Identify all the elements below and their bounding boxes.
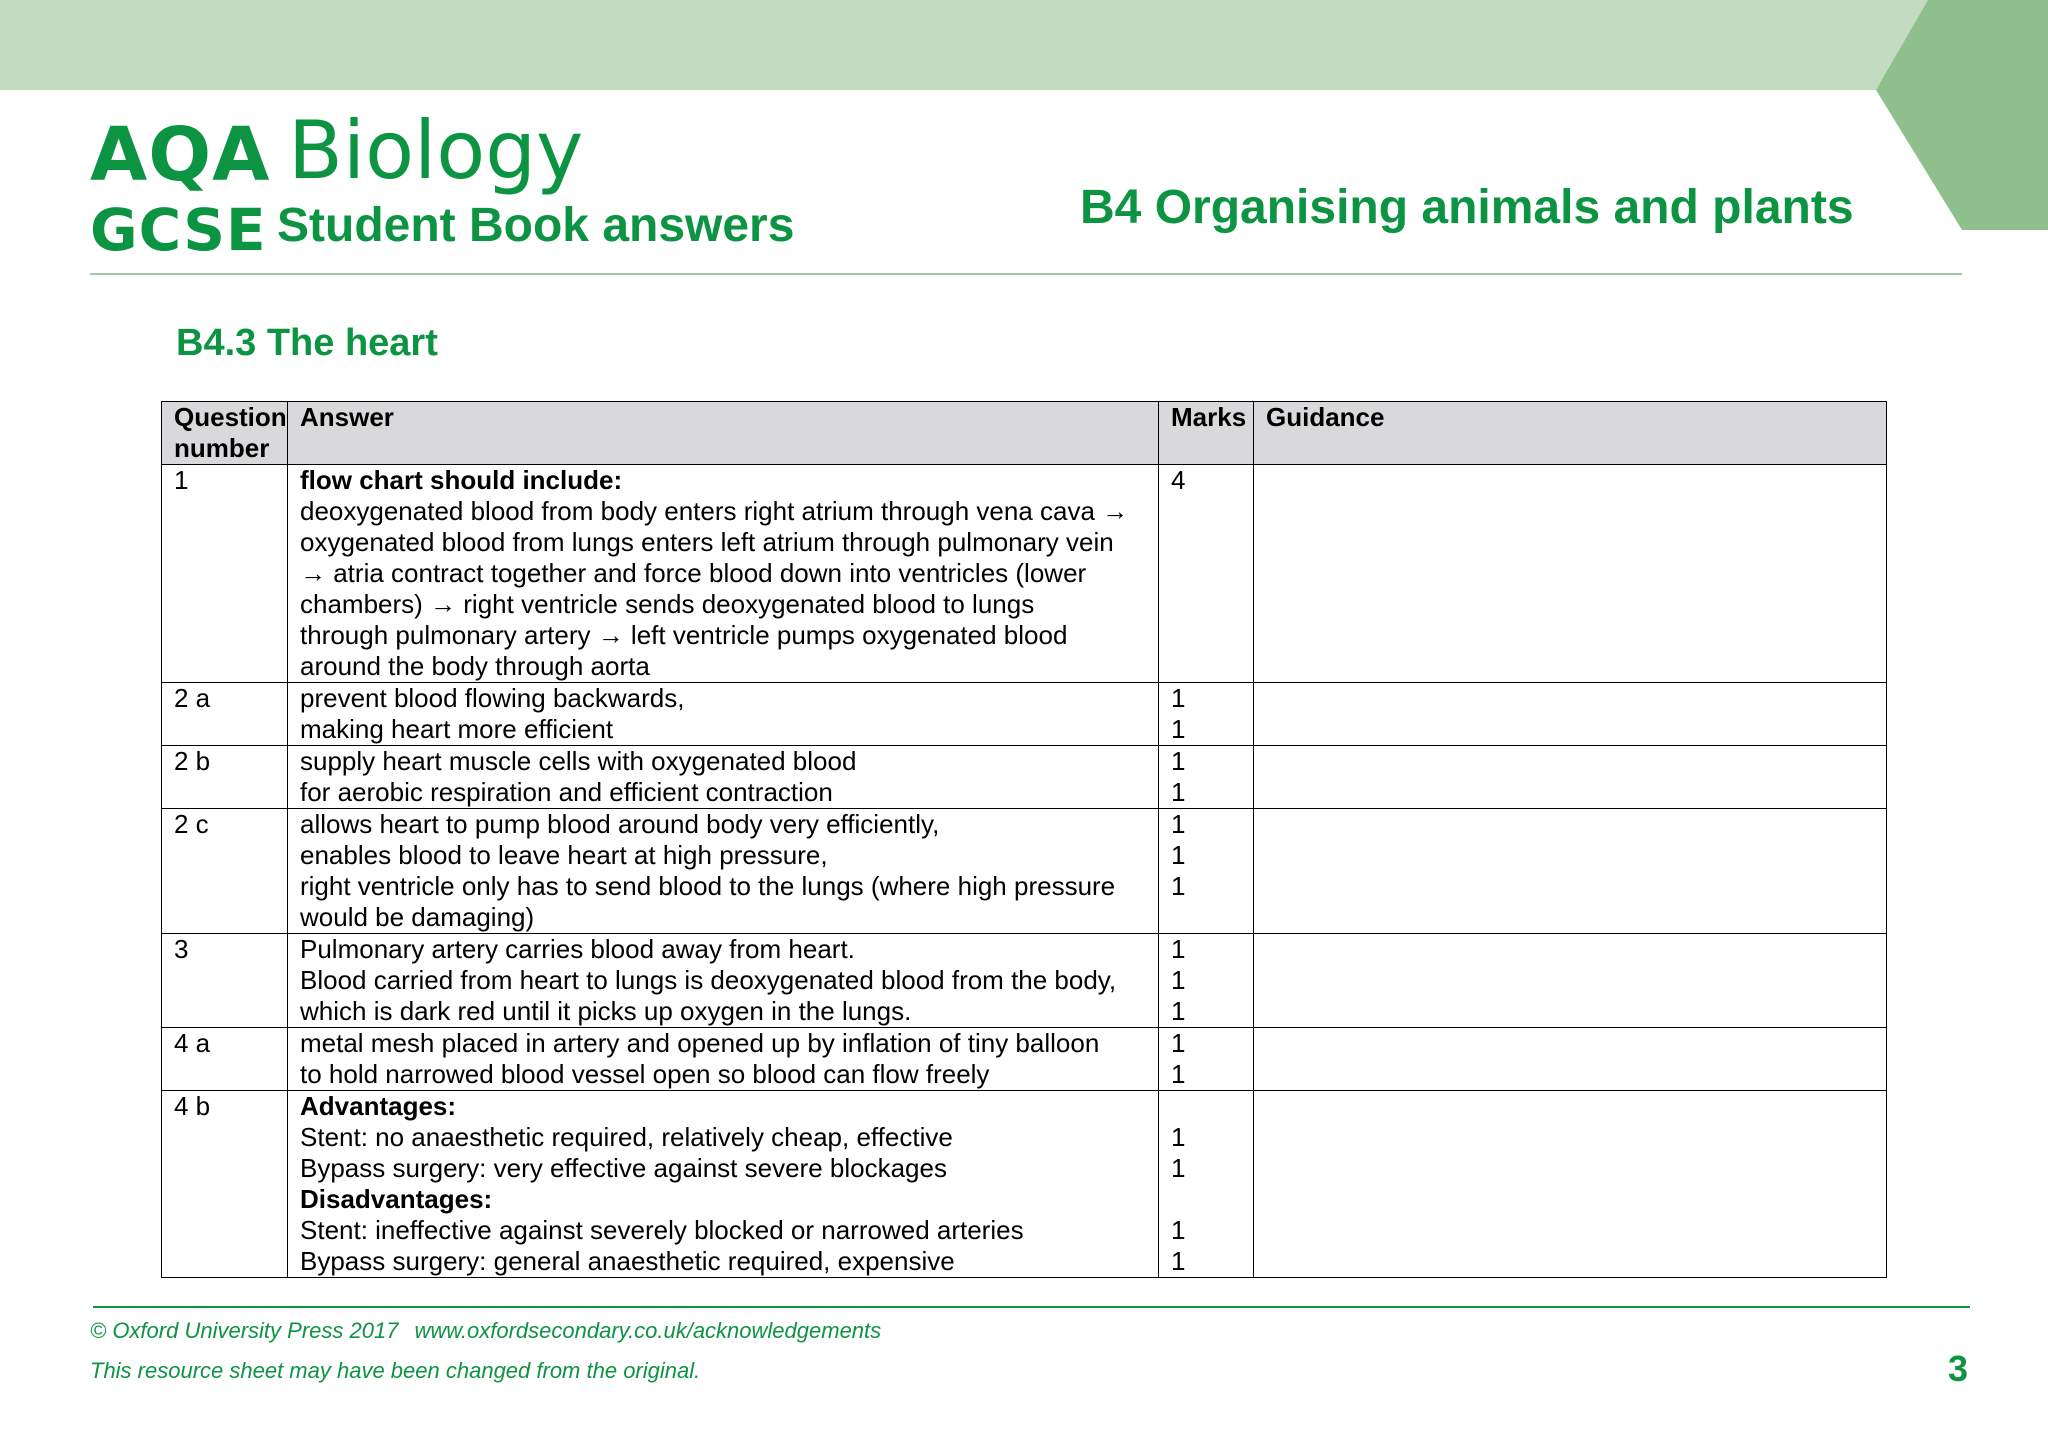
mark-value: 1 [1171, 871, 1186, 901]
question-number-cell: 4 b [162, 1091, 288, 1278]
mark-value [1171, 1184, 1241, 1215]
answer-line: would be damaging) [300, 902, 535, 932]
logo-gcse: GCSE [90, 196, 267, 264]
mark-value [1171, 1091, 1241, 1122]
header-guidance: Guidance [1254, 402, 1887, 465]
answer-line: oxygenated blood from lungs enters left atrium through pulmonary vein [300, 527, 1114, 557]
answer-line: Disadvantages: [300, 1184, 493, 1214]
mark-value: 1 [1171, 714, 1186, 744]
mark-value: 1 [1171, 840, 1186, 870]
guidance-cell [1254, 809, 1887, 934]
header-question-line: number [174, 433, 270, 463]
answer-line: Blood carried from heart to lungs is deoxygenated blood from the body, [300, 965, 1117, 995]
answer-line: supply heart muscle cells with oxygenated blood [300, 746, 857, 776]
answer-line: making heart more efficient [300, 714, 614, 744]
mark-value: 1 [1171, 683, 1186, 713]
table-body [162, 465, 1887, 1278]
answer-line: Pulmonary artery carries blood away from heart. [300, 934, 855, 964]
answer-line: chambers) → right ventricle sends deoxygenated blood to lungs [300, 589, 1035, 619]
mark-value: 1 [1171, 996, 1186, 1026]
mark-value: 1 [1171, 1059, 1186, 1089]
answer-line: Stent: no anaesthetic required, relatively cheap, effective [300, 1122, 953, 1152]
answers-table [161, 401, 1887, 1278]
answer-line: flow chart should include: [300, 465, 623, 495]
mark-value: 1 [1171, 1215, 1186, 1245]
header-answer: Answer [288, 402, 1159, 465]
mark-value: 1 [1171, 1122, 1186, 1152]
table-row [162, 1028, 1887, 1091]
logo-biology: Biology [288, 104, 584, 197]
answer-cell [288, 683, 1159, 746]
answer-line: metal mesh placed in artery and opened up by inflation of tiny balloon [300, 1028, 1100, 1058]
answer-line: to hold narrowed blood vessel open so blood can flow freely [300, 1059, 990, 1089]
answer-line: Stent: ineffective against severely blocked or narrowed arteries [300, 1215, 1024, 1245]
mark-value: 1 [1171, 746, 1186, 776]
answer-line: right ventricle only has to send blood to the lungs (where high pressure [300, 871, 1116, 901]
mark-value: 1 [1171, 777, 1186, 807]
marks-cell [1159, 683, 1254, 746]
acknowledgements-link[interactable]: www.oxfordsecondary.co.uk/acknowledgements [414, 1318, 882, 1343]
logo-aqa: AQA [90, 112, 271, 198]
answer-line: → atria contract together and force blood down into ventricles (lower [300, 558, 1087, 588]
chapter-title: B4 Organising animals and plants [1080, 181, 1854, 234]
marks-cell [1159, 934, 1254, 1028]
answer-cell [288, 809, 1159, 934]
table-row [162, 1091, 1887, 1278]
header-question [162, 402, 288, 465]
marks-cell [1159, 1028, 1254, 1091]
mark-value: 1 [1171, 1028, 1186, 1058]
logo-subtitle: Student Book answers [277, 199, 795, 252]
table-row [162, 683, 1887, 746]
mark-value: 1 [1171, 1153, 1186, 1183]
answer-line: Bypass surgery: general anaesthetic required, expensive [300, 1246, 955, 1276]
question-number-cell: 2 a [162, 683, 288, 746]
table-row [162, 746, 1887, 809]
guidance-cell [1254, 746, 1887, 809]
marks-cell [1159, 465, 1254, 683]
marks-cell [1159, 1091, 1254, 1278]
answer-line: deoxygenated blood from body enters right atrium through vena cava → [300, 496, 1129, 526]
guidance-cell [1254, 465, 1887, 683]
table-row [162, 934, 1887, 1028]
question-number-cell: 4 a [162, 1028, 288, 1091]
guidance-cell [1254, 683, 1887, 746]
guidance-cell [1254, 1028, 1887, 1091]
answer-cell [288, 746, 1159, 809]
answer-line: which is dark red until it picks up oxygen in the lungs. [300, 996, 912, 1026]
corner-tab-shape [1876, 0, 2048, 230]
answer-line: around the body through aorta [300, 651, 650, 681]
guidance-cell [1254, 1091, 1887, 1278]
answer-cell [288, 1091, 1159, 1278]
answer-line: Advantages: [300, 1091, 457, 1121]
question-number-cell: 2 c [162, 809, 288, 934]
copyright-text: © Oxford University Press 2017 [90, 1318, 399, 1343]
answer-line: allows heart to pump blood around body very efficiently, [300, 809, 940, 839]
section-title: B4.3 The heart [176, 322, 438, 364]
table-row [162, 465, 1887, 683]
guidance-cell [1254, 934, 1887, 1028]
footer-copyright [90, 1318, 897, 1344]
question-number-cell: 1 [162, 465, 288, 683]
mark-value: 1 [1171, 965, 1186, 995]
header-marks: Marks [1159, 402, 1254, 465]
footer-note: This resource sheet may have been changed from the original. [90, 1358, 701, 1383]
marks-cell [1159, 809, 1254, 934]
answer-cell [288, 465, 1159, 683]
mark-value: 4 [1171, 465, 1186, 495]
question-number-cell: 2 b [162, 746, 288, 809]
answer-line: prevent blood flowing backwards, [300, 683, 685, 713]
answer-line: Bypass surgery: very effective against severe blockages [300, 1153, 947, 1183]
page-number: 3 [1948, 1348, 1969, 1389]
answer-line: enables blood to leave heart at high pressure, [300, 840, 828, 870]
marks-cell [1159, 746, 1254, 809]
answer-cell [288, 1028, 1159, 1091]
mark-value: 1 [1171, 809, 1186, 839]
header-question-line: Question [174, 402, 287, 432]
table-row [162, 809, 1887, 934]
header-divider [90, 273, 1962, 275]
answer-line: for aerobic respiration and efficient contraction [300, 777, 833, 807]
question-number-cell: 3 [162, 934, 288, 1028]
mark-value: 1 [1171, 934, 1186, 964]
mark-value: 1 [1171, 1246, 1186, 1276]
table-header-row [162, 402, 1887, 465]
answer-line: through pulmonary artery → left ventricle pumps oxygenated blood [300, 620, 1068, 650]
footer-divider [93, 1306, 1970, 1308]
answer-cell [288, 934, 1159, 1028]
